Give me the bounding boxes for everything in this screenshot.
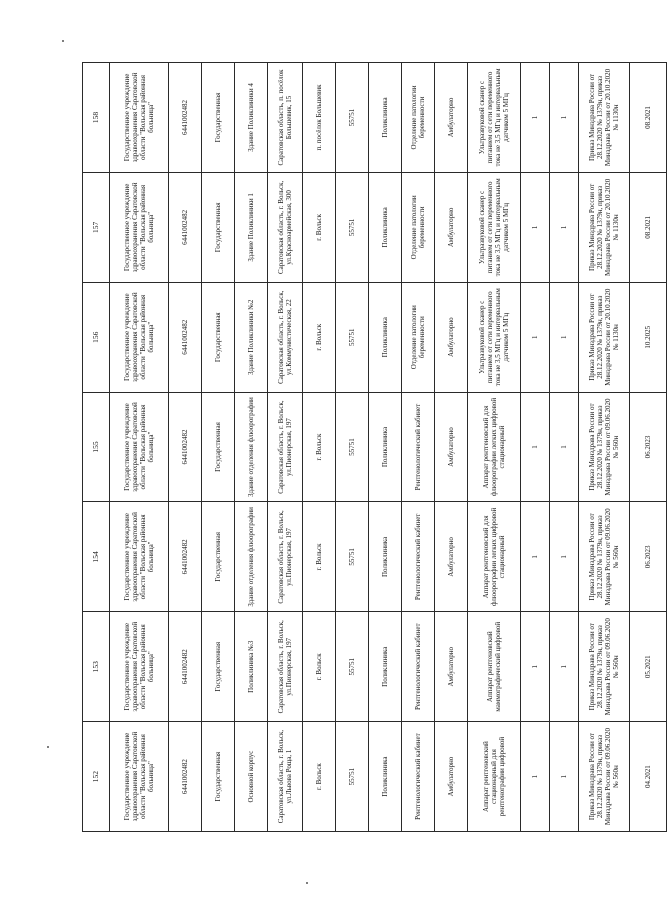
quantity-cell: 1 [521, 612, 550, 722]
table-row [468, 63, 521, 832]
quantity-cell: 1 [521, 172, 550, 282]
division-cell: Поликлиника [369, 612, 402, 722]
ownership-cell: Государственная [202, 392, 235, 502]
locality-cell: г. Вольск [303, 172, 336, 282]
division-cell: Поликлиника [369, 502, 402, 612]
table-row [521, 63, 550, 832]
regulation-cell: Приказ Минздрава России от 28.12.2020 № 1379н, приказ Минздрава России от 20.10.2020 № 1130н [579, 63, 630, 173]
table-row [235, 63, 268, 832]
equipment-cell: Ультразвуковой сканер с питанием от сети переменного тока не 3,5 МГц и интервальным датчиком 5 МГц [468, 172, 521, 282]
postal-code-cell: 55751 [336, 172, 369, 282]
unit-cell: Отделение патологии беременности [402, 172, 435, 282]
ownership-cell: Государственная [202, 612, 235, 722]
inn-cell: 6441002482 [169, 502, 202, 612]
organization-cell: Государственное учреждение здравоохранения Саратовской области "Вольская районная больница" [110, 392, 169, 502]
postal-code-cell: 55751 [336, 612, 369, 722]
locality-cell: г. Вольск [303, 722, 336, 832]
unit-cell: Рентгенологический кабинет [402, 612, 435, 722]
care-mode-cell: Амбулаторно [435, 392, 468, 502]
address-cell: Саратовская область, г. Вольск, ул.Пионерская, 197 [268, 612, 303, 722]
unit-cell: Рентгенологический кабинет [402, 722, 435, 832]
care-mode-cell: Амбулаторно [435, 612, 468, 722]
postal-code-cell: 55751 [336, 282, 369, 392]
building-cell: Здание Поликлиники №2 [235, 282, 268, 392]
regulation-cell: Приказ Минздрава России от 28.12.2020 № 1379н, приказ Минздрава России от 09.06.2020 № 560н [579, 612, 630, 722]
division-cell: Поликлиника [369, 722, 402, 832]
scan-speck [47, 746, 49, 748]
date-cell: 06.2023 [630, 392, 667, 502]
regulation-cell: Приказ Минздрава России от 28.12.2020 № 1379н, приказ Минздрава России от 20.10.2020 № 1130н [579, 282, 630, 392]
date-cell: 08.2021 [630, 172, 667, 282]
table-row [83, 63, 110, 832]
regulation-cell: Приказ Минздрава России от 28.12.2020 № 1379н, приказ Минздрава России от 20.10.2020 № 1130н [579, 172, 630, 282]
regulation-cell: Приказ Минздрава России от 28.12.2020 № 1379н, приказ Минздрава России от 09.06.2020 № 560н [579, 722, 630, 832]
quantity-cell: 1 [550, 172, 579, 282]
postal-code-cell: 55751 [336, 722, 369, 832]
table-row [336, 63, 369, 832]
ownership-cell: Государственная [202, 63, 235, 173]
organization-cell: Государственное учреждение здравоохранения Саратовской области "Вольская районная больница" [110, 172, 169, 282]
locality-cell: г. Вольск [303, 392, 336, 502]
record-number-cell: 155 [83, 392, 110, 502]
organization-cell: Государственное учреждение здравоохранения Саратовской области "Вольская районная больница" [110, 282, 169, 392]
record-number-cell: 152 [83, 722, 110, 832]
building-cell: Здание Поликлиники 1 [235, 172, 268, 282]
inn-cell: 6441002482 [169, 172, 202, 282]
inn-cell: 6441002482 [169, 63, 202, 173]
date-cell: 08.2021 [630, 63, 667, 173]
equipment-cell: Ультразвуковой сканер с питанием от сети переменного тока не 3,5 МГц и интервальным датчиком 5 МГц [468, 282, 521, 392]
address-cell: Саратовская область, г. Вольск, ул.Красноармейская, 300 [268, 172, 303, 282]
equipment-cell: Аппарат рентгеновский для флюорографии легких цифровой стационарный [468, 502, 521, 612]
address-cell: Саратовская область, г. Вольск, ул.Львова Роща, 1 [268, 722, 303, 832]
unit-cell: Рентгенологический кабинет [402, 392, 435, 502]
table-row [202, 63, 235, 832]
scan-speck [306, 882, 308, 884]
address-cell: Саратовская область, п. посёлок Большевик, 15 [268, 63, 303, 173]
record-number-cell: 158 [83, 63, 110, 173]
ownership-cell: Государственная [202, 502, 235, 612]
locality-cell: г. Вольск [303, 282, 336, 392]
table-row [169, 63, 202, 832]
quantity-cell: 1 [521, 502, 550, 612]
table-row [435, 63, 468, 832]
table-row [579, 63, 630, 832]
quantity-cell: 1 [550, 722, 579, 832]
care-mode-cell: Амбулаторно [435, 63, 468, 173]
rotated-table-container [82, 62, 652, 832]
table-row [303, 63, 336, 832]
unit-cell: Отделение патологии беременности [402, 282, 435, 392]
organization-cell: Государственное учреждение здравоохранения Саратовской области "Вольская районная больница" [110, 502, 169, 612]
quantity-cell: 1 [550, 282, 579, 392]
record-number-cell: 156 [83, 282, 110, 392]
building-cell: Поликлиника №3 [235, 612, 268, 722]
equipment-table-body [83, 63, 667, 832]
equipment-cell: Аппарат рентгеновский для флюорографии легких цифровой стационарный [468, 392, 521, 502]
quantity-cell: 1 [521, 722, 550, 832]
locality-cell: г. Вольск [303, 612, 336, 722]
equipment-cell: Ультразвуковой сканер с питанием от сети переменного тока не 3,5 МГц и интервальным датчиком 5 МГц [468, 63, 521, 173]
table-row [402, 63, 435, 832]
ownership-cell: Государственная [202, 722, 235, 832]
equipment-cell: Аппарат рентгеновский стационарный для рентгенографии цифровой [468, 722, 521, 832]
equipment-cell: Аппарат рентгеновский маммографический цифровой [468, 612, 521, 722]
date-cell: 05.2021 [630, 612, 667, 722]
building-cell: Здание отделения флюорографии [235, 392, 268, 502]
date-cell: 06.2023 [630, 502, 667, 612]
table-row [369, 63, 402, 832]
building-cell: Здание отделения флюорографии [235, 502, 268, 612]
ownership-cell: Государственная [202, 282, 235, 392]
locality-cell: г. Вольск [303, 502, 336, 612]
address-cell: Саратовская область, г. Вольск, ул.Пионерская, 197 [268, 502, 303, 612]
quantity-cell: 1 [550, 63, 579, 173]
quantity-cell: 1 [550, 612, 579, 722]
organization-cell: Государственное учреждение здравоохранения Саратовской области "Вольская районная больница" [110, 612, 169, 722]
ownership-cell: Государственная [202, 172, 235, 282]
organization-cell: Государственное учреждение здравоохранения Саратовской области "Вольская районная больница" [110, 63, 169, 173]
quantity-cell: 1 [550, 392, 579, 502]
division-cell: Поликлиника [369, 392, 402, 502]
locality-cell: п. посёлок Большевик [303, 63, 336, 173]
unit-cell: Отделение патологии беременности [402, 63, 435, 173]
postal-code-cell: 55751 [336, 392, 369, 502]
record-number-cell: 154 [83, 502, 110, 612]
inn-cell: 6441002482 [169, 722, 202, 832]
date-cell: 10.2025 [630, 282, 667, 392]
scan-speck [62, 40, 64, 42]
regulation-cell: Приказ Минздрава России от 28.12.2020 № 1379н, приказ Минздрава России от 09.06.2020 № 560н [579, 392, 630, 502]
equipment-table [82, 62, 667, 832]
record-number-cell: 157 [83, 172, 110, 282]
table-row [110, 63, 169, 832]
building-cell: Здание Поликлиники 4 [235, 63, 268, 173]
division-cell: Поликлиника [369, 172, 402, 282]
postal-code-cell: 55751 [336, 63, 369, 173]
care-mode-cell: Амбулаторно [435, 282, 468, 392]
table-row [268, 63, 303, 832]
building-cell: Основной корпус [235, 722, 268, 832]
date-cell: 04.2021 [630, 722, 667, 832]
care-mode-cell: Амбулаторно [435, 722, 468, 832]
table-row [630, 63, 667, 832]
quantity-cell: 1 [550, 502, 579, 612]
inn-cell: 6441002482 [169, 392, 202, 502]
quantity-cell: 1 [521, 282, 550, 392]
care-mode-cell: Амбулаторно [435, 172, 468, 282]
inn-cell: 6441002482 [169, 282, 202, 392]
unit-cell: Рентгенологический кабинет [402, 502, 435, 612]
organization-cell: Государственное учреждение здравоохранения Саратовской области "Вольская районная больница" [110, 722, 169, 832]
division-cell: Поликлиника [369, 63, 402, 173]
care-mode-cell: Амбулаторно [435, 502, 468, 612]
address-cell: Саратовская область, г. Вольск, ул.Коммунистическая, 22 [268, 282, 303, 392]
address-cell: Саратовская область, г. Вольск, ул.Пионерская, 197 [268, 392, 303, 502]
record-number-cell: 153 [83, 612, 110, 722]
postal-code-cell: 55751 [336, 502, 369, 612]
division-cell: Поликлиника [369, 282, 402, 392]
regulation-cell: Приказ Минздрава России от 28.12.2020 № 1379н, приказ Минздрава России от 09.06.2020 № 560н [579, 502, 630, 612]
inn-cell: 6441002482 [169, 612, 202, 722]
quantity-cell: 1 [521, 392, 550, 502]
table-row [550, 63, 579, 832]
quantity-cell: 1 [521, 63, 550, 173]
